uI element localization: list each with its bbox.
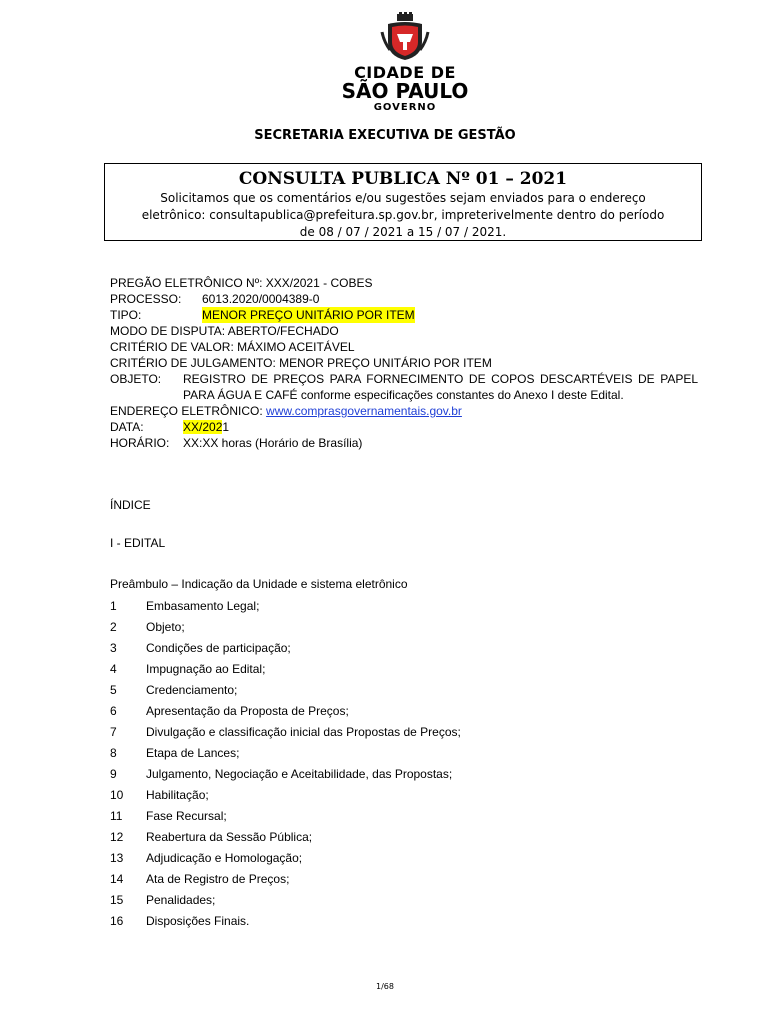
preamble-line: Preâmbulo – Indicação da Unidade e sistema eletrônico: [110, 577, 408, 591]
objeto-value: REGISTRO DE PREÇOS PARA FORNECIMENTO DE COPOS DESCARTÉVEIS DE PAPEL PARA ÁGUA E CAFÉ conforme especificações constantes do Anexo I deste Edital.: [183, 372, 698, 402]
toc-item: [110, 912, 670, 933]
objeto-label: OBJETO:: [110, 372, 162, 386]
toc-text: Divulgação e classificação inicial das Propostas de Preços;: [146, 725, 461, 739]
toc-number: 12: [110, 830, 124, 844]
logo-city-line1: CIDADE DE: [354, 63, 456, 82]
tipo-value: MENOR PREÇO UNITÁRIO POR ITEM: [202, 308, 415, 322]
data-row: [110, 419, 698, 435]
city-logo: [330, 12, 480, 115]
toc-text: Impugnação ao Edital;: [146, 662, 266, 676]
toc-item: [110, 870, 670, 891]
criterio-valor-line: CRITÉRIO DE VALOR: MÁXIMO ACEITÁVEL: [110, 340, 355, 354]
tipo-row: [110, 307, 698, 323]
consultation-line-3: de 08 / 07 / 2021 a 15 / 07 / 2021.: [299, 225, 507, 239]
toc-number: 10: [110, 788, 124, 802]
toc-number: 7: [110, 725, 117, 739]
toc-number: 4: [110, 662, 117, 676]
toc-text: Reabertura da Sessão Pública;: [146, 830, 313, 844]
toc-number: 2: [110, 620, 117, 634]
index-heading: ÍNDICE: [110, 498, 151, 512]
toc-text: Etapa de Lances;: [146, 746, 240, 760]
pregao-line: PREGÃO ELETRÔNICO Nº: XXX/2021 - COBES: [110, 276, 373, 290]
data-value-rest: 1: [222, 420, 230, 434]
consultation-line-2: eletrônico: consultapublica@prefeitura.sp.gov.br, impreterivelmente dentro do período: [141, 208, 665, 222]
objeto-row: [110, 371, 698, 403]
modo-line: MODO DE DISPUTA: ABERTO/FECHADO: [110, 324, 339, 338]
page-number: 1/68: [376, 982, 394, 991]
toc-text: Embasamento Legal;: [146, 599, 260, 613]
toc-item: [110, 597, 670, 618]
toc-number: 3: [110, 641, 117, 655]
toc-text: Credenciamento;: [146, 683, 238, 697]
toc-item: [110, 660, 670, 681]
processo-row: [110, 291, 698, 307]
endereco-label: ENDEREÇO ELETRÔNICO:: [110, 404, 263, 418]
toc-item: [110, 849, 670, 870]
toc-number: 8: [110, 746, 117, 760]
toc-item: [110, 702, 670, 723]
toc-item: [110, 723, 670, 744]
data-value-highlighted: XX/202: [183, 420, 223, 434]
toc-item: [110, 807, 670, 828]
toc-number: 14: [110, 872, 124, 886]
toc-number: 1: [110, 599, 117, 613]
toc-text: Apresentação da Proposta de Preços;: [146, 704, 349, 718]
edital-heading: I - EDITAL: [110, 536, 166, 550]
toc-number: 16: [110, 914, 124, 928]
processo-value: 6013.2020/0004389-0: [202, 292, 320, 306]
logo-governo: GOVERNO: [373, 102, 437, 113]
tipo-label: TIPO:: [110, 308, 142, 322]
toc-text: Julgamento, Negociação e Aceitabilidade, das Propostas;: [146, 767, 453, 781]
toc-number: 5: [110, 683, 117, 697]
toc-number: 6: [110, 704, 117, 718]
data-label: DATA:: [110, 420, 144, 434]
toc-text: Objeto;: [146, 620, 185, 634]
toc-text: Condições de participação;: [146, 641, 291, 655]
tender-metadata: [110, 275, 698, 451]
toc-number: 11: [110, 809, 123, 823]
toc-text: Adjudicação e Homologação;: [146, 851, 303, 865]
toc-text: Disposições Finais.: [146, 914, 250, 928]
toc-item: [110, 828, 670, 849]
toc-item: [110, 765, 670, 786]
toc-item: [110, 618, 670, 639]
endereco-row: [110, 403, 698, 419]
toc-number: 13: [110, 851, 124, 865]
toc-item: [110, 639, 670, 660]
logo-city-line2: SÃO PAULO: [341, 79, 469, 103]
toc-number: 9: [110, 767, 117, 781]
horario-value: XX:XX horas (Horário de Brasília): [183, 436, 363, 450]
consultation-title: CONSULTA PUBLICA Nº 01 – 2021: [238, 169, 568, 189]
toc-text: Ata de Registro de Preços;: [146, 872, 290, 886]
toc-text: Penalidades;: [146, 893, 216, 907]
horario-label: HORÁRIO:: [110, 436, 170, 450]
table-of-contents: [110, 597, 670, 933]
consultation-line-1: Solicitamos que os comentários e/ou sugestões sejam enviados para o endereço: [160, 191, 646, 205]
compras-link[interactable]: www.comprasgovernamentais.gov.br: [266, 404, 462, 418]
toc-text: Fase Recursal;: [146, 809, 227, 823]
consultation-box: [104, 163, 702, 241]
toc-item: [110, 786, 670, 807]
toc-item: [110, 891, 670, 912]
horario-row: [110, 435, 698, 451]
coat-of-arms-icon: [380, 12, 430, 62]
toc-item: [110, 681, 670, 702]
toc-number: 15: [110, 893, 124, 907]
processo-label: PROCESSO:: [110, 292, 182, 306]
toc-text: Habilitação;: [146, 788, 209, 802]
toc-item: [110, 744, 670, 765]
department-heading: SECRETARIA EXECUTIVA DE GESTÃO: [254, 128, 516, 143]
criterio-julgamento-line: CRITÉRIO DE JULGAMENTO: MENOR PREÇO UNITÁRIO POR ITEM: [110, 356, 492, 370]
